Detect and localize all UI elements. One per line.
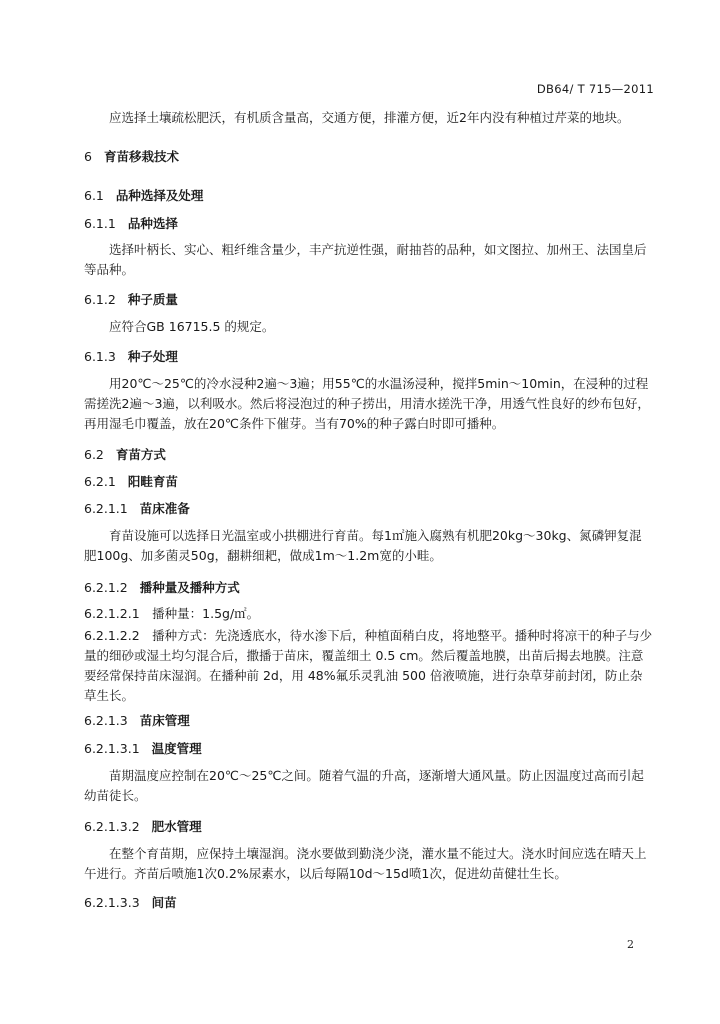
heading-6-1-2 (84, 290, 654, 310)
heading-6 (84, 147, 654, 167)
heading-6-2-1 (84, 472, 654, 492)
heading-6-2-1-3 (84, 711, 654, 731)
clause-sowing-rate: 6.2.1.2.1 播种量：1.5g/㎡。 (84, 606, 260, 621)
paragraph-temperature-management: 苗期温度应控制在20℃～25℃之间。随着气温的升高，逐渐增大通风量。防止因温度过高而引起幼苗徒长。 (84, 768, 644, 803)
section-title: 肥水管理 (151, 819, 202, 834)
section-title: 种子处理 (127, 349, 178, 364)
heading-6-1-1 (84, 214, 654, 234)
section-title: 间苗 (151, 895, 177, 910)
heading-6-2 (84, 445, 654, 465)
section-number: 6.2.1.3.2 (84, 819, 140, 834)
section-title: 阳畦育苗 (127, 474, 178, 489)
heading-6-2-1-1 (84, 499, 654, 519)
heading-6-2-1-2 (84, 578, 654, 598)
section-number: 6.2.1.3.1 (84, 741, 140, 756)
section-number: 6.2.1.2 (84, 580, 128, 595)
section-title: 播种量及播种方式 (139, 580, 240, 595)
heading-6-1-3 (84, 347, 654, 367)
section-number: 6.1 (84, 188, 104, 203)
heading-6-2-1-3-1 (84, 739, 654, 759)
paragraph-variety-selection: 选择叶柄长、实心、粗纤维含量少，丰产抗逆性强，耐抽苔的品种，如文图拉、加州王、法国皇后等品种。 (84, 242, 647, 277)
clause-sowing-method: 6.2.1.2.2 播种方式：先浇透底水，待水渗下后，种植面稍白皮，将地整平。播种时将凉干的种子与少量的细砂或湿土均匀混合后，撒播于苗床，覆盖细土 0.5 cm。然后覆盖地膜，出苗后揭去地膜。注意要经常保持苗床湿润。在播种前 2d，用 48%氟乐灵乳油 500 倍液喷施，进行杂草芽前封闭，防止杂草生长。 (84, 628, 653, 703)
section-number: 6.2.1.3.3 (84, 895, 140, 910)
section-number: 6.2.1.1 (84, 501, 128, 516)
section-title: 种子质量 (127, 292, 178, 307)
section-title: 苗床管理 (139, 713, 190, 728)
paragraph-seed-treatment: 用20℃～25℃的冷水浸种2遍～3遍；用55℃的水温汤浸种，搅拌5min～10min，在浸种的过程需搓洗2遍～3遍，以利吸水。然后将浸泡过的种子捞出，用清水搓洗干净，用透气性良好的纱布包好，再用湿毛巾覆盖，放在20℃条件下催芽。当有70%的种子露白时即可播种。 (84, 376, 650, 431)
heading-6-2-1-3-3 (84, 893, 654, 913)
section-title: 温度管理 (151, 741, 202, 756)
section-title: 育苗移栽技术 (103, 149, 179, 164)
section-title: 育苗方式 (115, 447, 166, 462)
section-title: 苗床准备 (139, 501, 190, 516)
heading-6-1 (84, 186, 654, 206)
section-number: 6.2.1.3 (84, 713, 128, 728)
section-title: 品种选择 (127, 216, 178, 231)
section-number: 6.1.1 (84, 216, 116, 231)
section-number: 6.1.3 (84, 349, 116, 364)
standard-code: DB64/ T 715—2011 (536, 82, 654, 96)
section-title: 品种选择及处理 (115, 188, 204, 203)
paragraph-water-fertilizer: 在整个育苗期，应保持土壤湿润。浇水要做到勤浇少浇，灌水量不能过大。浇水时间应选在晴天上午进行。齐苗后喷施1次0.2%尿素水，以后每隔10d～15d喷1次，促进幼苗健壮生长。 (84, 846, 647, 881)
section-number: 6.1.2 (84, 292, 116, 307)
paragraph-seed-quality: 应符合GB 16715.5 的规定。 (109, 319, 275, 334)
section-number: 6.2 (84, 447, 104, 462)
section-number: 6.2.1 (84, 474, 116, 489)
heading-6-2-1-3-2 (84, 817, 654, 837)
paragraph-seedbed-preparation: 育苗设施可以选择日光温室或小拱棚进行育苗。每1㎡施入腐熟有机肥20kg～30kg、氮磷钾复混肥100g、加多菌灵50g，翻耕细耙，做成1m～1.2m宽的小畦。 (84, 528, 642, 563)
page-number: 2 (627, 938, 634, 951)
section-number: 6 (84, 149, 92, 164)
paragraph-site-selection: 应选择土壤疏松肥沃，有机质含量高，交通方便，排灌方便，近2年内没有种植过芹菜的地块。 (109, 110, 630, 125)
